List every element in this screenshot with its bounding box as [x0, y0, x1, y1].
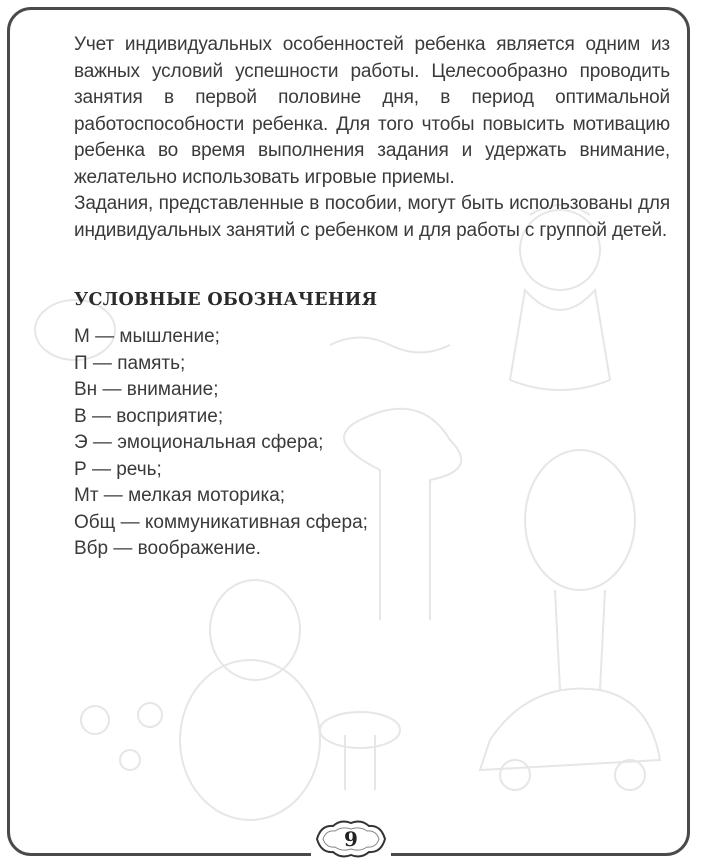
legend-item: Р — речь; — [74, 458, 162, 480]
page-number-badge — [311, 817, 391, 861]
legend-item: Вн — внимание; — [74, 379, 219, 400]
legend-item: В — восприятие; — [74, 405, 224, 427]
page-number: 9 — [344, 827, 358, 851]
paragraph-1: Учет индивидуальных особенностей ребенка является одним из важных условий успешности работы. Целесообразно проводить занятия в первой половине дня, в период оптимальной работоспособности ребенка. Для того чтобы повысить мотивацию ребенка во время выполнения задания и удержать внимание, желательно использовать игровые приемы. — [74, 34, 670, 188]
legend-item: Э — эмоциональная сфера; — [74, 432, 324, 453]
paragraph-2: Задания, представленные в пособии, могут быть использованы для индивидуальных занятий с ребенком и для работы с группой детей. — [74, 193, 670, 241]
legend-item: Мт — мелкая моторика; — [74, 485, 286, 506]
legend-item: Вбр — воображение. — [74, 538, 261, 559]
legend-list — [74, 324, 670, 563]
legend-item: П — память; — [74, 352, 186, 374]
legend-heading: УСЛОВНЫЕ ОБОЗНАЧЕНИЯ — [74, 290, 378, 310]
legend-item: М — мышление; — [74, 326, 220, 347]
legend-item: Общ — коммуникативная сфера; — [74, 511, 368, 533]
page-content — [74, 32, 670, 563]
